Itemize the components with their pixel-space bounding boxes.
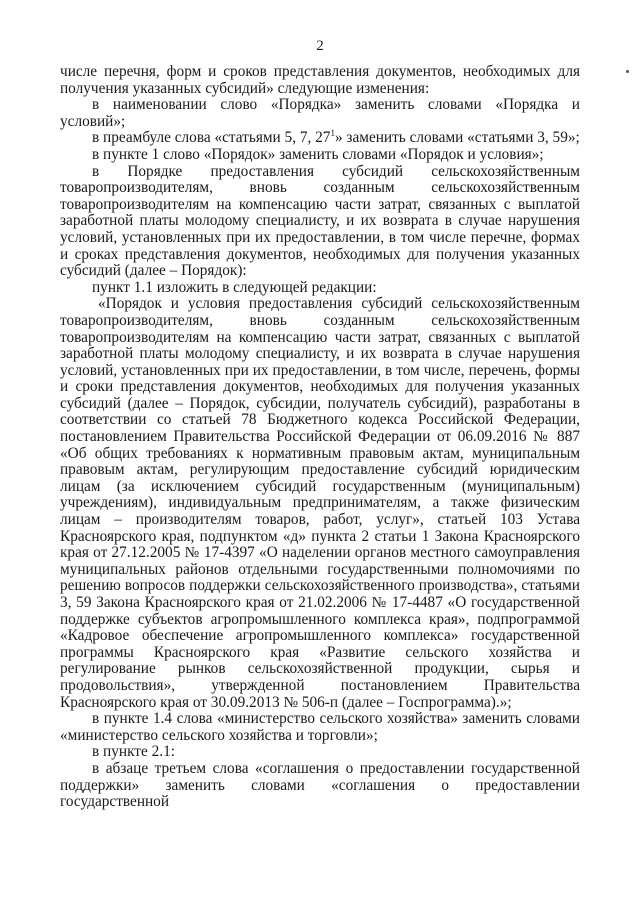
paragraph: в абзаце третьем слова «соглашения о предоставлении государственной поддержки» заменить словами «соглашения о предоставлении государственной — [60, 759, 580, 811]
superscript: 1 — [330, 128, 335, 139]
paragraph: в пункте 2.1: — [92, 743, 175, 761]
paragraph-preamble — [60, 130, 580, 147]
paragraph: в Порядке предоставления субсидий сельскохозяйственным товаропроизводителям, вновь созданным сельскохозяйственным товаропроизводителям на компенсацию части затрат, связанных с выплатой заработной платы молодому специалисту, и их возврата в случае нарушения условий, установленных при их предоставлении, в том числе перечне, формах и сроках представления документов, необходимых для получения указанных субсидий (далее – Порядок): — [60, 162, 580, 280]
preamble-text: в преамбуле слова «статьями 5, 7, 27 — [92, 129, 331, 147]
paragraph: пункт 1.1 изложить в следующей редакции: — [92, 278, 377, 296]
paragraph: в наименовании слово «Порядка» заменить словами «Порядка и условий»; — [60, 96, 580, 130]
paragraph: в пункте 1.4 слова «министерство сельского хозяйства» заменить словами «министерство сельского хозяйства и торговли»; — [60, 710, 580, 744]
paragraph-quoted: «Порядок и условия предоставления субсидий сельскохозяйственным товаропроизводителям, вновь созданным сельскохозяйственным товаропроизводителям на компенсацию части затрат, связанных с выплатой заработной платы молодому специалисту, и их возврата в случае нарушения условий, установленных при их предоставлении, в том числе, перечень, формы и сроки представления документов, необходимых для получения указанных субсидий (далее – Порядок, субсидии, получатель субсидий), разработаны в соответствии со статьей 78 Бюджетного кодекса Российской Федерации, постановлением Правительства Российской Федерации от 06.09.2016 № 887 «Об общих требованиях к нормативным правовым актам, муниципальным правовым актам, регулирующим предоставление субсидий юридическим лицам (за исключением субсидий государственным (муниципальным) учреждениям), индивидуальным предпринимателям, а также физическим лицам – производителям товаров, работ, услуг», статьей 103 Устава Красноярского края, подпунктом «д» пункта 2 статьи 1 Закона Красноярского края от 27.12.2005 № 17-4397 «О наделении органов местного самоуправления муниципальных районов отдельными государственными полномочиями по решению вопросов поддержки сельскохозяйственного производства», статьями 3, 59 Закона Красноярского края от 21.02.2006 № 17-4487 «О государственной поддержке субъектов агропромышленного комплекса края», подпрограммой «Кадровое обеспечение агропромышленного комплекса» государственной программы Красноярского края «Развитие сельского хозяйства и регулирование рынков сельскохозяйственной продукции, сырья и продовольствия», утвержденной постановлением Правительства Красноярского края от 30.09.2013 № 506-п (далее – Госпрограмма).»; — [60, 295, 580, 711]
scan-mark — [626, 70, 629, 73]
preamble-text: » заменить словами «статьями 3, 59»; — [334, 129, 580, 147]
document-body — [60, 64, 580, 811]
paragraph: числе перечня, форм и сроков представления документов, необходимых для получения указанных субсидий» следующие изменения: — [60, 63, 580, 97]
page-number: 2 — [316, 38, 324, 54]
paragraph: в пункте 1 слово «Порядок» заменить словами «Порядок и условия»; — [92, 145, 544, 163]
